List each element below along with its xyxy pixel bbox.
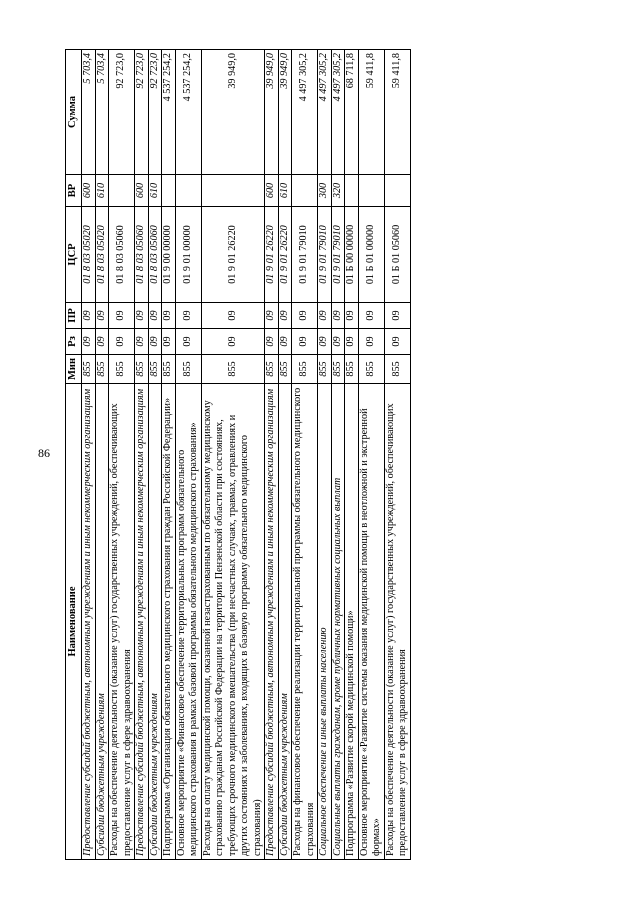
- cell-csr: 01 9 01 79010: [292, 207, 318, 303]
- header-csr: ЦСР: [66, 207, 82, 303]
- cell-min: 855: [278, 355, 292, 384]
- cell-vr: 600: [265, 175, 279, 207]
- cell-vr: [358, 175, 384, 207]
- cell-pr: 09: [95, 303, 109, 329]
- cell-rz: 09: [265, 329, 279, 355]
- table-row: [95, 50, 109, 860]
- cell-min: 855: [148, 355, 162, 384]
- cell-csr: 01 Б 00 00000: [345, 207, 359, 303]
- cell-sum: 92 723,0: [148, 50, 162, 175]
- cell-vr: 300: [318, 175, 332, 207]
- cell-name: Основное мероприятие «Финансовое обеспечение территориальных программ обязательного медицинского страхования в рамках базовой программы обязательного медицинского страхования»: [175, 384, 201, 860]
- cell-pr: 09: [278, 303, 292, 329]
- header-rz: Рз: [66, 329, 82, 355]
- table-row: [265, 50, 279, 860]
- table-body: [82, 50, 411, 860]
- cell-sum: 39 949,0: [278, 50, 292, 175]
- table-row: [292, 50, 318, 860]
- cell-rz: 09: [292, 329, 318, 355]
- cell-vr: [109, 175, 135, 207]
- table-row: [331, 50, 345, 860]
- cell-min: 855: [175, 355, 201, 384]
- cell-vr: 600: [135, 175, 149, 207]
- cell-vr: [201, 175, 265, 207]
- cell-name: Подпрограмма «Организация обязательного медицинского страхования граждан Российской Федерации»: [162, 384, 176, 860]
- cell-csr: 01 Б 01 00000: [358, 207, 384, 303]
- cell-min: 855: [109, 355, 135, 384]
- cell-csr: 01 Б 01 05060: [384, 207, 410, 303]
- cell-vr: [162, 175, 176, 207]
- cell-vr: 610: [95, 175, 109, 207]
- cell-min: 855: [135, 355, 149, 384]
- cell-min: 855: [95, 355, 109, 384]
- cell-name: Расходы на финансовое обеспечение реализации территориальной программы обязательного медицинского страхования: [292, 384, 318, 860]
- cell-rz: 09: [201, 329, 265, 355]
- budget-table: [65, 49, 411, 860]
- header-name: Наименование: [66, 384, 82, 860]
- cell-pr: 09: [331, 303, 345, 329]
- cell-pr: 09: [265, 303, 279, 329]
- cell-name: Расходы на оплату медицинской помощи, оказанной незастрахованным по обязательному медицинскому страхованию гражданам Российской Федерации на территории Пензенской области при состояниях, требующих срочного медицинского вмешательства (при несчастных случаях, травмах, отравлениях и других состояниях и заболеваниях, входящих в базовую программу обязательного медицинского страхования): [201, 384, 265, 860]
- cell-sum: 68 711,8: [345, 50, 359, 175]
- cell-pr: 09: [135, 303, 149, 329]
- cell-name: Расходы на обеспечение деятельности (оказание услуг) государственных учреждений, обеспечивающих предоставление услуг в сфере здравоохранения: [384, 384, 410, 860]
- cell-sum: 92 723,0: [109, 50, 135, 175]
- cell-pr: 09: [175, 303, 201, 329]
- cell-vr: 600: [82, 175, 96, 207]
- cell-rz: 09: [318, 329, 332, 355]
- cell-min: 855: [345, 355, 359, 384]
- table-row: [82, 50, 96, 860]
- cell-rz: 09: [175, 329, 201, 355]
- cell-csr: 01 9 01 79010: [331, 207, 345, 303]
- cell-min: 855: [318, 355, 332, 384]
- table-row: [175, 50, 201, 860]
- cell-csr: 01 8 03 05060: [148, 207, 162, 303]
- cell-csr: 01 8 03 05060: [109, 207, 135, 303]
- table-row: [384, 50, 410, 860]
- cell-name: Предоставление субсидий бюджетным, автономным учреждениям и иным некоммерческим организациям: [135, 384, 149, 860]
- cell-sum: 59 411,8: [358, 50, 384, 175]
- cell-pr: 09: [384, 303, 410, 329]
- cell-sum: 5 703,4: [82, 50, 96, 175]
- table-row: [201, 50, 265, 860]
- cell-name: Подпрограмма «Развитие скорой медицинской помощи»: [345, 384, 359, 860]
- cell-rz: 09: [345, 329, 359, 355]
- cell-vr: [292, 175, 318, 207]
- table-row: [345, 50, 359, 860]
- cell-vr: [384, 175, 410, 207]
- table-header-row: [66, 50, 82, 860]
- table-row: [148, 50, 162, 860]
- cell-pr: 09: [162, 303, 176, 329]
- cell-rz: 09: [135, 329, 149, 355]
- cell-rz: 09: [95, 329, 109, 355]
- cell-pr: 09: [82, 303, 96, 329]
- header-vr: ВР: [66, 175, 82, 207]
- cell-min: 855: [292, 355, 318, 384]
- cell-name: Социальное обеспечение и иные выплаты населению: [318, 384, 332, 860]
- cell-pr: 09: [148, 303, 162, 329]
- cell-sum: 4 497 305,2: [292, 50, 318, 175]
- header-min: Мин: [66, 355, 82, 384]
- table-row: [109, 50, 135, 860]
- cell-rz: 09: [278, 329, 292, 355]
- cell-name: Социальные выплаты гражданам, кроме публичных нормативных социальных выплат: [331, 384, 345, 860]
- cell-csr: 01 9 01 79010: [318, 207, 332, 303]
- cell-csr: 01 9 01 26220: [201, 207, 265, 303]
- cell-vr: 610: [148, 175, 162, 207]
- cell-name: Субсидии бюджетным учреждениям: [278, 384, 292, 860]
- cell-pr: 09: [345, 303, 359, 329]
- cell-sum: 39 949,0: [265, 50, 279, 175]
- table-row: [278, 50, 292, 860]
- cell-min: 855: [82, 355, 96, 384]
- cell-csr: 01 9 01 26220: [265, 207, 279, 303]
- cell-rz: 09: [82, 329, 96, 355]
- cell-name: Предоставление субсидий бюджетным, автономным учреждениям и иным некоммерческим организациям: [82, 384, 96, 860]
- cell-vr: 610: [278, 175, 292, 207]
- cell-rz: 09: [358, 329, 384, 355]
- cell-pr: 09: [201, 303, 265, 329]
- cell-name: Субсидии бюджетным учреждениям: [148, 384, 162, 860]
- cell-min: 855: [358, 355, 384, 384]
- cell-name: Предоставление субсидий бюджетным, автономным учреждениям и иным некоммерческим организациям: [265, 384, 279, 860]
- cell-sum: 5 703,4: [95, 50, 109, 175]
- table-row: [358, 50, 384, 860]
- table-row: [162, 50, 176, 860]
- cell-sum: 4 497 305,2: [318, 50, 332, 175]
- cell-vr: 320: [331, 175, 345, 207]
- cell-pr: 09: [109, 303, 135, 329]
- cell-rz: 09: [384, 329, 410, 355]
- cell-sum: 39 949,0: [201, 50, 265, 175]
- cell-min: 855: [384, 355, 410, 384]
- cell-rz: 09: [148, 329, 162, 355]
- table-row: [135, 50, 149, 860]
- cell-csr: 01 9 01 00000: [175, 207, 201, 303]
- cell-sum: 4 537 254,2: [175, 50, 201, 175]
- rotated-page-content: [65, 50, 577, 860]
- cell-sum: 92 723,0: [135, 50, 149, 175]
- cell-sum: 59 411,8: [384, 50, 410, 175]
- cell-csr: 01 8 03 05060: [135, 207, 149, 303]
- cell-min: 855: [201, 355, 265, 384]
- cell-name: Основное мероприятие «Развитие системы оказания медицинской помощи в неотложной и экстренной формах»: [358, 384, 384, 860]
- cell-min: 855: [162, 355, 176, 384]
- header-sum: Сумма: [66, 50, 82, 175]
- cell-csr: 01 9 00 00000: [162, 207, 176, 303]
- cell-name: Субсидии бюджетным учреждениям: [95, 384, 109, 860]
- cell-sum: 4 537 254,2: [162, 50, 176, 175]
- cell-csr: 01 8 03 05020: [82, 207, 96, 303]
- cell-csr: 01 8 03 05020: [95, 207, 109, 303]
- cell-min: 855: [331, 355, 345, 384]
- cell-vr: [345, 175, 359, 207]
- cell-name: Расходы на обеспечение деятельности (оказание услуг) государственных учреждений, обеспечивающих предоставление услуг в сфере здравоохранения: [109, 384, 135, 860]
- cell-sum: 4 497 305,2: [331, 50, 345, 175]
- cell-pr: 09: [292, 303, 318, 329]
- table-row: [318, 50, 332, 860]
- cell-rz: 09: [162, 329, 176, 355]
- cell-vr: [175, 175, 201, 207]
- cell-min: 855: [265, 355, 279, 384]
- cell-csr: 01 9 01 26220: [278, 207, 292, 303]
- cell-pr: 09: [318, 303, 332, 329]
- page-number: 86: [38, 446, 50, 460]
- cell-rz: 09: [331, 329, 345, 355]
- header-pr: ПР: [66, 303, 82, 329]
- cell-pr: 09: [358, 303, 384, 329]
- cell-rz: 09: [109, 329, 135, 355]
